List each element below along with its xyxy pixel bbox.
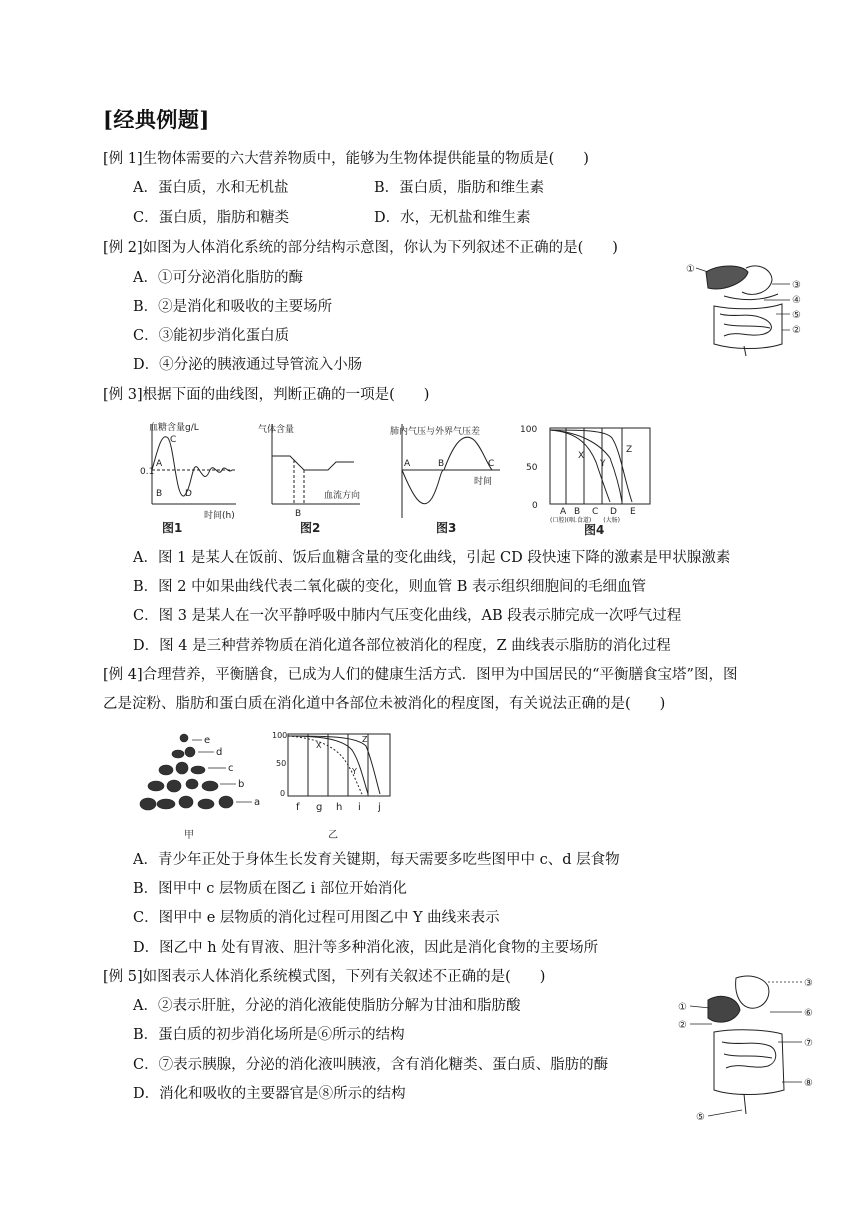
digestive-system-figure-1 [684, 258, 814, 358]
fig2-point-b: B [295, 509, 302, 519]
section-heading: [经典例题] [103, 107, 210, 132]
example-2-stem: [例 2]如图为人体消化系统的部分结构示意图，你认为下列叙述不正确的是( ) [103, 240, 618, 256]
example-4-stem-line-2: 乙是淀粉、脂肪和蛋白质在消化道中各部位未被消化的程度图，有关说法正确的是( ) [103, 696, 666, 712]
pyramid-layer-b: b [238, 779, 245, 790]
example-2-option-b: B．②是消化和吸收的主要场所 [133, 299, 333, 315]
fig4-tick-0: 0 [532, 501, 538, 511]
yi-tick-50: 50 [276, 759, 287, 768]
fig4-notes: (口腔)(咽.食道) (大肠) [550, 517, 620, 524]
example-4-option-b: B．图甲中 c 层物质在图乙 i 部位开始消化 [133, 881, 407, 897]
chart-fig2-gas [254, 418, 364, 538]
example-4-stem-line-1: [例 4]合理营养，平衡膳食，已成为人们的健康生活方式．图甲为中国居民的“平衡膳食宝塔”图，图 [103, 667, 738, 683]
fig4-caption: 图4 [584, 523, 605, 537]
example-2-option-d: D．④分泌的胰液通过导管流入小肠 [133, 357, 363, 373]
fig2-label-8: ⑧ [804, 1078, 813, 1089]
fig1-label-1: ① [686, 264, 695, 275]
fig1-tick: 0.1 [140, 467, 155, 477]
fig1-xlabel: 时间(h) [204, 511, 235, 521]
fig4-x-e: E [630, 507, 636, 517]
fig2-label-1: ① [678, 1002, 687, 1013]
example-4-option-c: C．图甲中 e 层物质的消化过程可用图乙中 Y 曲线来表示 [133, 910, 500, 926]
example-5-option-d: D．消化和吸收的主要器官是⑧所示的结构 [133, 1086, 406, 1102]
example-2-option-a: A．①可分泌消化脂肪的酶 [133, 270, 303, 286]
fig3-point-c: C [488, 459, 495, 469]
fig4-x-a: A [560, 507, 567, 517]
example-5-option-a: A．②表示肝脏，分泌的消化液能使脂肪分解为甘油和脂肪酸 [133, 998, 521, 1014]
fig2-label-7: ⑦ [804, 1038, 813, 1049]
fig4-tick-50: 50 [526, 463, 538, 473]
example-1-stem: [例 1]生物体需要的六大营养物质中，能够为生物体提供能量的物质是( ) [103, 151, 589, 167]
example-4-option-a: A．青少年正处于身体生长发育关键期，每天需要多吃些图甲中 c、d 层食物 [133, 852, 620, 868]
fig1-ylabel: 血糖含量g/L [149, 423, 199, 433]
fig1-label-2: ② [792, 325, 801, 336]
fig1-point-d: D [185, 489, 192, 499]
fig2-label-5: ⑤ [696, 1112, 705, 1123]
example-5-option-c: C．⑦表示胰腺，分泌的消化液叫胰液，含有消化糖类、蛋白质、脂肪的酶 [133, 1057, 609, 1073]
example-4-option-d: D．图乙中 h 处有胃液、胆汁等多种消化液，因此是消化食物的主要场所 [133, 940, 599, 956]
fig3-point-a: A [404, 459, 411, 469]
yi-x-g: g [316, 802, 323, 813]
chart-fig4-digestion [520, 418, 660, 538]
yi-series-x: X [316, 741, 322, 750]
chart-yi-digestion [266, 726, 396, 846]
fig4-series-y: Y [600, 459, 606, 469]
example-2-option-c: C．③能初步消化蛋白质 [133, 328, 290, 344]
yi-tick-0: 0 [280, 789, 286, 798]
yi-series-z: Z [362, 735, 368, 744]
example-1-option-a: A．蛋白质，水和无机盐 [133, 180, 289, 196]
example-5-stem: [例 5]如图表示人体消化系统模式图，下列有关叙述不正确的是( ) [103, 969, 546, 985]
fig1-label-4: ④ [792, 295, 801, 306]
fig4-x-d: D [610, 507, 617, 517]
example-3-stem: [例 3]根据下面的曲线图，判断正确的一项是( ) [103, 387, 430, 403]
fig1-caption: 图1 [162, 521, 183, 535]
fig4-series-x: X [578, 451, 585, 461]
fig3-point-b: B [438, 459, 445, 469]
yi-tick-100: 100 [272, 731, 288, 740]
example-3-option-b: B．图 2 中如果曲线代表二氧化碳的变化，则血管 B 表示组织细胞间的毛细血管 [133, 579, 646, 595]
fig4-x-b: B [574, 507, 581, 517]
figure-jia-caption: 甲 [184, 830, 194, 841]
example-3-option-d: D．图 4 是三种营养物质在消化道各部位被消化的程度，Z 曲线表示脂肪的消化过程 [133, 638, 671, 654]
fig1-label-3: ③ [792, 280, 801, 291]
example-5-option-b: B．蛋白质的初步消化场所是⑥所示的结构 [133, 1027, 405, 1043]
fig4-x-c: C [592, 507, 599, 517]
fig2-ylabel: 气体含量 [258, 425, 295, 435]
pyramid-layer-d: d [216, 747, 223, 758]
yi-x-f: f [296, 802, 300, 813]
example-3-option-c: C．图 3 是某人在一次平静呼吸中肺内气压变化曲线，AB 段表示肺完成一次呼气过程 [133, 608, 682, 624]
fig3-ylabel: 肺内气压与外界气压差 [390, 427, 481, 437]
example-3-option-a: A．图 1 是某人在饭前、饭后血糖含量的变化曲线，引起 CD 段快速下降的激素是甲状腺激素 [133, 550, 731, 566]
pyramid-layer-e: e [204, 735, 211, 746]
yi-x-i: i [358, 802, 361, 813]
fig2-label-3: ③ [804, 978, 813, 989]
fig3-caption: 图3 [436, 521, 457, 535]
example-1-option-b: B．蛋白质，脂肪和维生素 [374, 180, 545, 196]
yi-x-h: h [336, 802, 343, 813]
example-1-option-d: D．水，无机盐和维生素 [374, 210, 531, 226]
pyramid-layer-c: c [228, 763, 234, 774]
yi-x-j: j [378, 802, 381, 813]
fig1-point-a: A [156, 459, 163, 469]
fig1-point-c: C [170, 435, 177, 445]
fig2-label-6: ⑥ [804, 1008, 813, 1019]
pyramid-layer-a: a [254, 797, 261, 808]
yi-series-y: Y [352, 767, 357, 776]
fig2-xlabel: 血流方向 [324, 491, 361, 501]
fig4-series-z: Z [626, 445, 633, 455]
fig1-label-5: ⑤ [792, 310, 801, 321]
fig3-xlabel: 时间 [474, 477, 493, 487]
fig2-label-2: ② [678, 1020, 687, 1031]
digestive-system-figure-2 [678, 970, 818, 1130]
fig1-point-b: B [156, 489, 163, 499]
fig4-tick-100: 100 [520, 425, 538, 435]
chart-fig3-lung-pressure [388, 418, 508, 538]
example-1-option-c: C．蛋白质，脂肪和糖类 [133, 210, 290, 226]
fig2-caption: 图2 [300, 521, 321, 535]
figure-yi-caption: 乙 [328, 830, 338, 841]
chart-fig1-blood-sugar [140, 418, 240, 538]
food-pyramid-figure [134, 726, 264, 846]
